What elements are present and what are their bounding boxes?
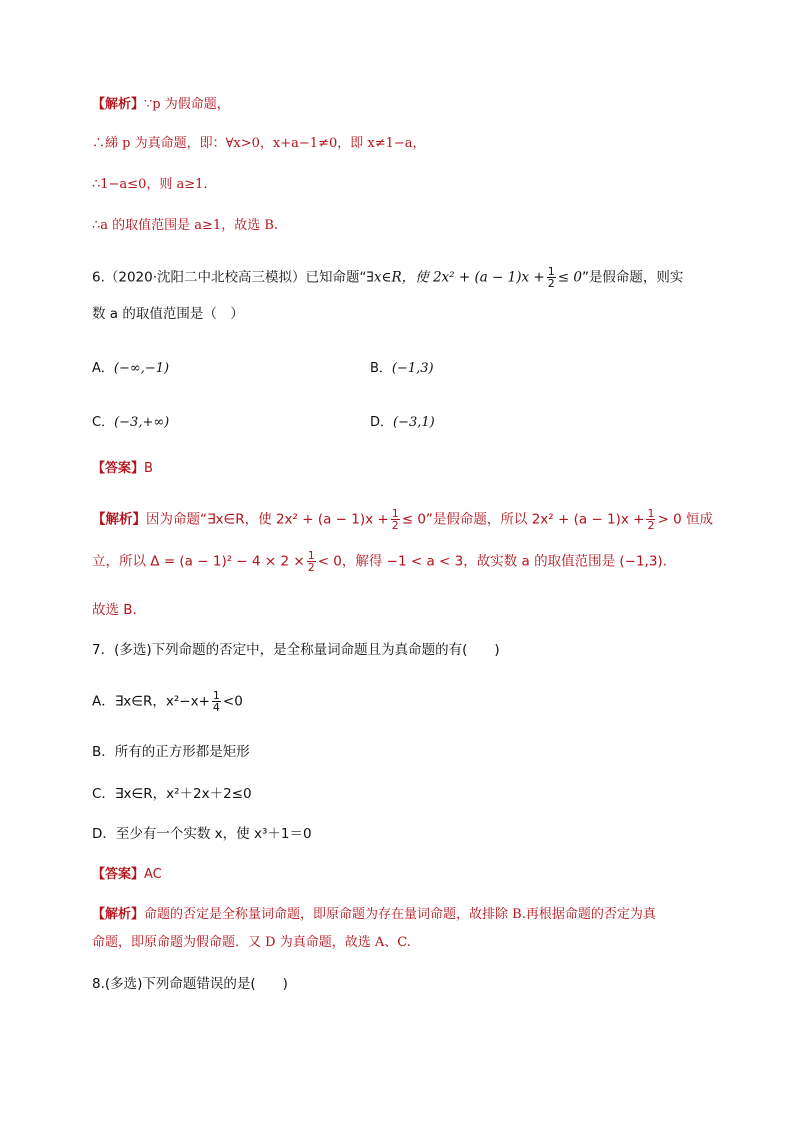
option-label: A． bbox=[92, 361, 114, 376]
q6-answer bbox=[92, 460, 153, 478]
option-value: (−3,+∞) bbox=[114, 415, 170, 430]
q7-option-d[interactable]: D．至少有一个实数 x，使 x³＋1＝0 bbox=[92, 826, 312, 842]
analysis-part-b: < 0，解得 −1 < a < 3，故实数 a 的取值范围是 (−1,3). bbox=[317, 553, 667, 570]
frac-denominator: 2 bbox=[391, 519, 399, 532]
analysis-fraction-1 bbox=[391, 508, 400, 531]
option-value: (−∞,−1) bbox=[113, 361, 170, 376]
q6-stem-cond: ∃x∈R，使 bbox=[366, 269, 429, 286]
q7-option-a[interactable] bbox=[92, 690, 243, 713]
prev-analysis-line-1 bbox=[92, 96, 230, 114]
frac-denominator: 2 bbox=[307, 561, 315, 574]
q7-analysis-line-2: 命题，即原命题为假命题．又 D 为真命题，故选 A、C. bbox=[92, 935, 411, 950]
prev-analysis-line-3: ∴1−a≤0，则 a≥1. bbox=[92, 177, 208, 192]
q6-stem-pre: 6.（2020·沈阳二中北校高三模拟）已知命题“ bbox=[92, 269, 367, 286]
analysis-fraction-3 bbox=[307, 550, 316, 573]
option-value: (−3,1) bbox=[393, 415, 435, 430]
q6-option-d[interactable] bbox=[370, 411, 435, 430]
q6-stem-post: ”是假命题，则实 bbox=[581, 269, 684, 286]
answer-tag: 【答案】 bbox=[92, 461, 145, 476]
analysis-part-a: 立，所以 Δ = (a − 1)² − 4 × 2 × bbox=[92, 553, 305, 570]
option-label: B． bbox=[370, 361, 392, 376]
option-text: A．∃x∈R，x²−x+ bbox=[92, 693, 210, 710]
frac-numerator: 1 bbox=[307, 549, 315, 562]
frac-denominator: 2 bbox=[547, 277, 555, 290]
frac-denominator: 4 bbox=[212, 701, 220, 714]
q6-analysis-line-1 bbox=[92, 508, 713, 531]
option-label: D． bbox=[370, 415, 394, 430]
option-text-end: <0 bbox=[222, 693, 243, 710]
analysis-tag: 【解析】 bbox=[92, 511, 146, 528]
analysis-part-a: 因为命题“∃x∈R，使 2x² + (a − 1)x + bbox=[146, 511, 389, 528]
prev-analysis-line-2: ∴綈 p 为真命题，即：∀x>0，x+a−1≠0，即 x≠1−a， bbox=[92, 136, 426, 151]
answer-value: AC bbox=[144, 867, 162, 882]
q6-analysis-line-3: 故选 B. bbox=[92, 602, 137, 618]
q7-option-a-fraction bbox=[212, 690, 221, 713]
q7-option-b[interactable]: B．所有的正方形都是矩形 bbox=[92, 744, 250, 760]
q7-analysis-line-1 bbox=[92, 906, 656, 924]
answer-value: B bbox=[144, 461, 153, 476]
q6-stem-line-2: 数 a 的取值范围是（ ） bbox=[92, 306, 244, 322]
analysis-tag: 【解析】 bbox=[92, 97, 145, 112]
frac-numerator: 1 bbox=[391, 507, 399, 520]
option-value: (−1,3) bbox=[391, 361, 434, 376]
answer-tag: 【答案】 bbox=[92, 867, 145, 882]
prev-analysis-line-4: ∴a 的取值范围是 a≥1，故选 B. bbox=[92, 218, 279, 233]
q6-fraction bbox=[547, 266, 556, 289]
option-label: C． bbox=[92, 415, 115, 430]
analysis-part-b: ≤ 0”是假命题，所以 2x² + (a − 1)x + bbox=[401, 511, 645, 528]
q6-stem-math-end: ≤ 0 bbox=[557, 269, 582, 286]
frac-numerator: 1 bbox=[547, 265, 555, 278]
q7-option-c[interactable]: C．∃x∈R，x²＋2x＋2≤0 bbox=[92, 786, 252, 802]
q6-option-b[interactable] bbox=[370, 357, 434, 376]
q6-option-c[interactable] bbox=[92, 411, 169, 430]
frac-denominator: 2 bbox=[647, 519, 655, 532]
q7-answer bbox=[92, 866, 162, 884]
analysis-part-c: > 0 恒成 bbox=[657, 511, 713, 528]
q6-option-a[interactable] bbox=[92, 357, 169, 376]
q6-analysis-line-2 bbox=[92, 550, 667, 573]
q8-stem: 8.(多选)下列命题错误的是( ) bbox=[92, 976, 288, 992]
q7-stem: 7．(多选)下列命题的否定中，是全称量词命题且为真命题的有( ) bbox=[92, 642, 500, 658]
frac-numerator: 1 bbox=[647, 507, 655, 520]
analysis-text: ∵p 为假命题， bbox=[144, 97, 230, 112]
q6-stem-math: 2x² + (a − 1)x + bbox=[432, 269, 545, 286]
analysis-tag: 【解析】 bbox=[92, 907, 145, 922]
analysis-fraction-2 bbox=[646, 508, 655, 531]
analysis-text: 命题的否定是全称量词命题，即原命题为存在量词命题，故排除 B.再根据命题的否定为真 bbox=[144, 907, 656, 922]
frac-numerator: 1 bbox=[212, 689, 220, 702]
q6-stem-line-1 bbox=[92, 266, 683, 289]
